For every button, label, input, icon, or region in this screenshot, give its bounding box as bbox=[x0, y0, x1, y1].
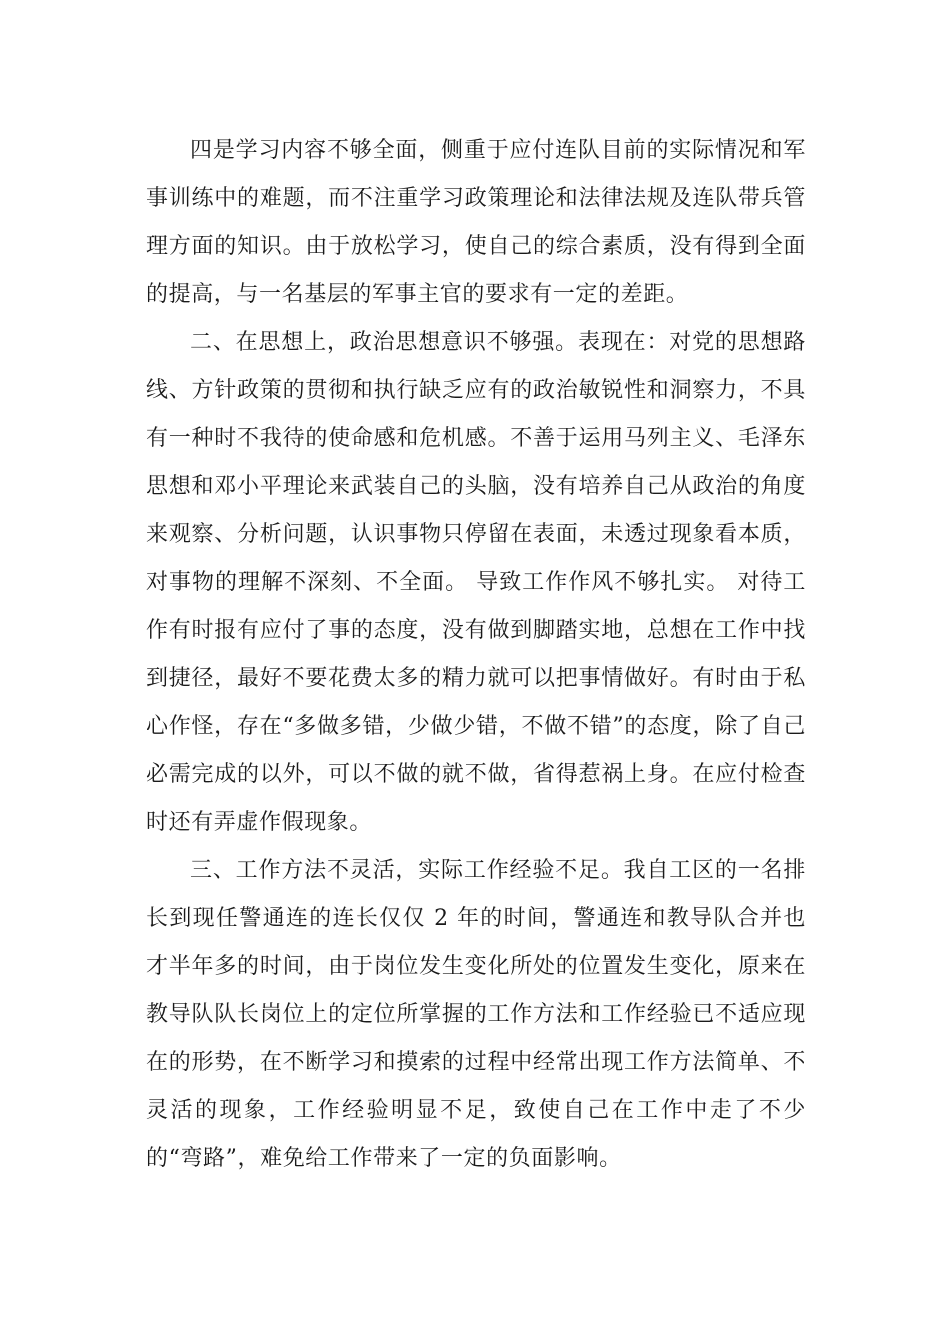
paragraph-work-methods: 三、工作方法不灵活，实际工作经验不足。我自工区的一名排长到现任警通连的连长仅仅 2 年的时间，警通连和教导队合并也才半年多的时间，由于岗位发生变化所处的位置发生变化，原来在教导队队长岗位上的定位所掌握的工作方法和工作经验已不适应现在的形势，在不断学习和摸索的过程中经常出现工作方法简单、不灵活的现象，工作经验明显不足，致使自己在工作中走了不少的“弯路”，难免给工作带来了一定的负面影响。 bbox=[146, 858, 806, 1171]
document-body bbox=[146, 127, 806, 1183]
paragraph-ideology: 二、在思想上，政治思想意识不够强。表现在：对党的思想路线、方针政策的贯彻和执行缺乏应有的政治敏锐性和洞察力，不具有一种时不我待的使命感和危机感。不善于运用马列主义、毛泽东思想和邓小平理论来武装自己的头脑，没有培养自己从政治的角度来观察、分析问题，认识事物只停留在表面，未透过现象看本质，对事物的理解不深刻、不全面。 导致工作作风不够扎实。 对待工作有时报有应付了事的态度，没有做到脚踏实地，总想在工作中找到捷径，最好不要花费太多的精力就可以把事情做好。有时由于私心作怪，存在“多做多错，少做少错，不做不错”的态度，除了自己必需完成的以外，可以不做的就不做，省得惹祸上身。在应付检查时还有弄虚作假现象。 bbox=[146, 330, 806, 835]
paragraph-study-content: 四是学习内容不够全面，侧重于应付连队目前的实际情况和军事训练中的难题，而不注重学习政策理论和法律法规及连队带兵管理方面的知识。由于放松学习，使自己的综合素质，没有得到全面的提高，与一名基层的军事主官的要求有一定的差距。 bbox=[146, 138, 806, 307]
